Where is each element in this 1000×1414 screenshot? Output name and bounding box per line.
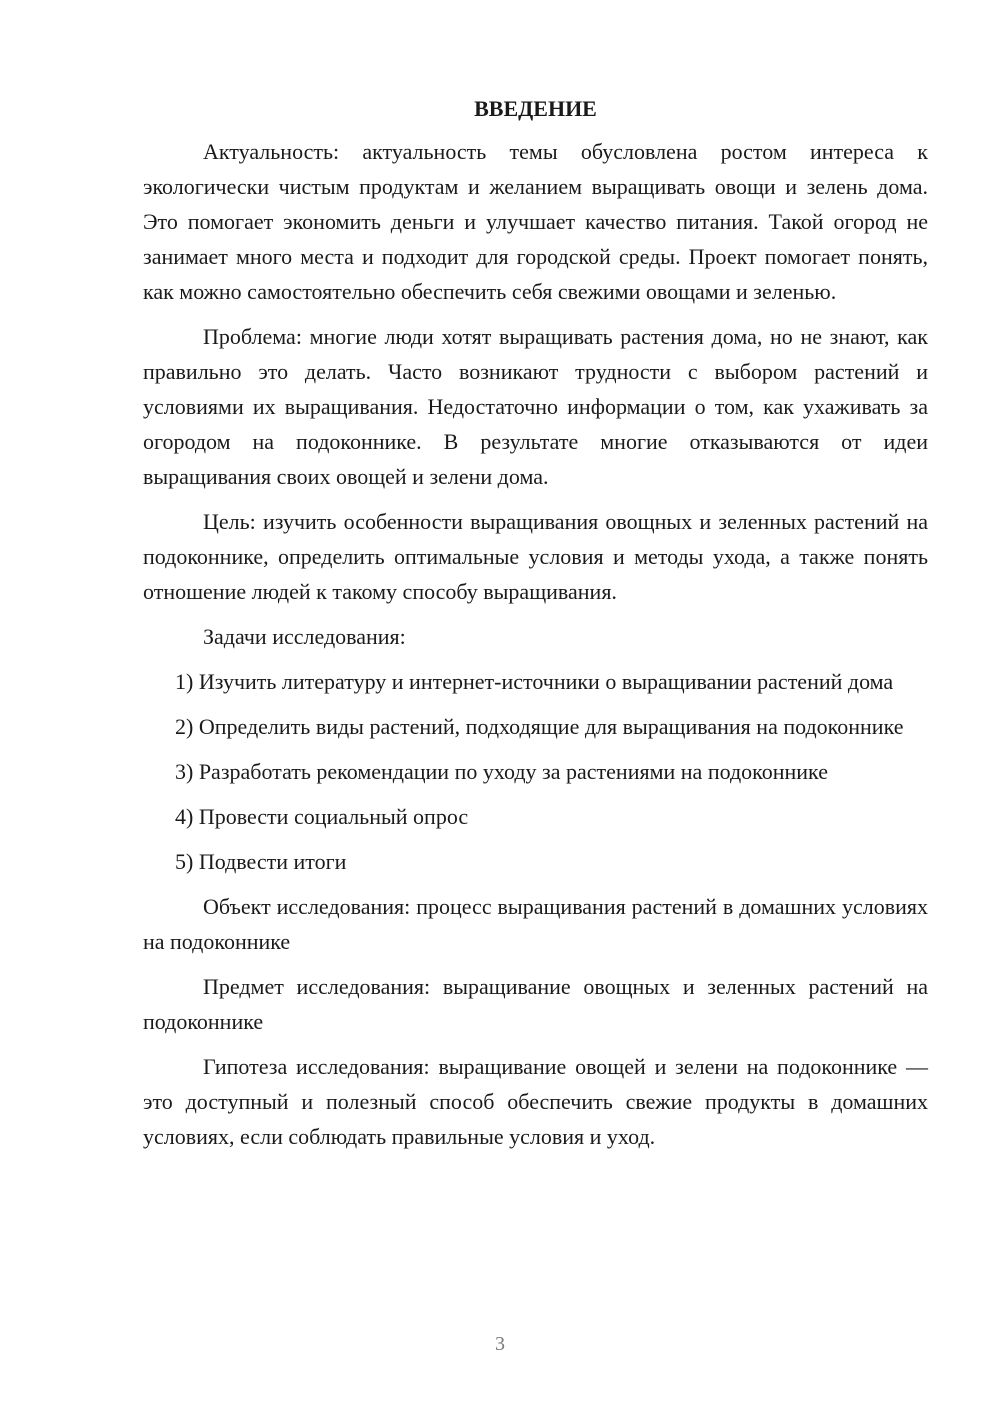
- page-number: 3: [495, 1333, 505, 1355]
- subject-paragraph: Предмет исследования: выращивание овощных и зеленных растений на подоконнике: [143, 974, 928, 1034]
- task-item-5: 5) Подвести итоги: [175, 849, 347, 874]
- task-item-2: 2) Определить виды растений, подходящие для выращивания на подоконнике: [175, 714, 904, 739]
- relevance-paragraph: Актуальность: актуальность темы обусловлена ростом интереса к экологически чистым продуктам и желанием выращивать овощи и зелень дома. Это помогает экономить деньги и улучшает качество питания. Такой огород не занимает много места и подходит для городской среды. Проект помогает понять, как можно самостоятельно обеспечить себя свежими овощами и зеленью.: [143, 139, 928, 304]
- task-item-3: 3) Разработать рекомендации по уходу за растениями на подоконнике: [175, 759, 828, 784]
- hypothesis-paragraph: Гипотеза исследования: выращивание овощей и зелени на подоконнике — это доступный и полезный способ обеспечить свежие продукты в домашних условиях, если соблюдать правильные условия и уход.: [143, 1054, 928, 1149]
- goal-paragraph: Цель: изучить особенности выращивания овощных и зеленных растений на подоконнике, определить оптимальные условия и методы ухода, а также понять отношение людей к такому способу выращивания.: [143, 509, 928, 604]
- document-page: [143, 94, 928, 1164]
- tasks-heading: Задачи исследования:: [203, 624, 406, 649]
- problem-paragraph: Проблема: многие люди хотят выращивать растения дома, но не знают, как правильно это делать. Часто возникают трудности с выбором растений и условиями их выращивания. Недостаточно информации о том, как ухаживать за огородом на подоконнике. В результате многие отказываются от идеи выращивания своих овощей и зелени дома.: [143, 324, 928, 489]
- page-title: ВВЕДЕНИЕ: [474, 96, 597, 121]
- task-item-4: 4) Провести социальный опрос: [175, 804, 469, 829]
- object-paragraph: Объект исследования: процесс выращивания растений в домашних условиях на подоконнике: [143, 894, 928, 954]
- task-item-1: 1) Изучить литературу и интернет-источники о выращивании растений дома: [175, 669, 894, 694]
